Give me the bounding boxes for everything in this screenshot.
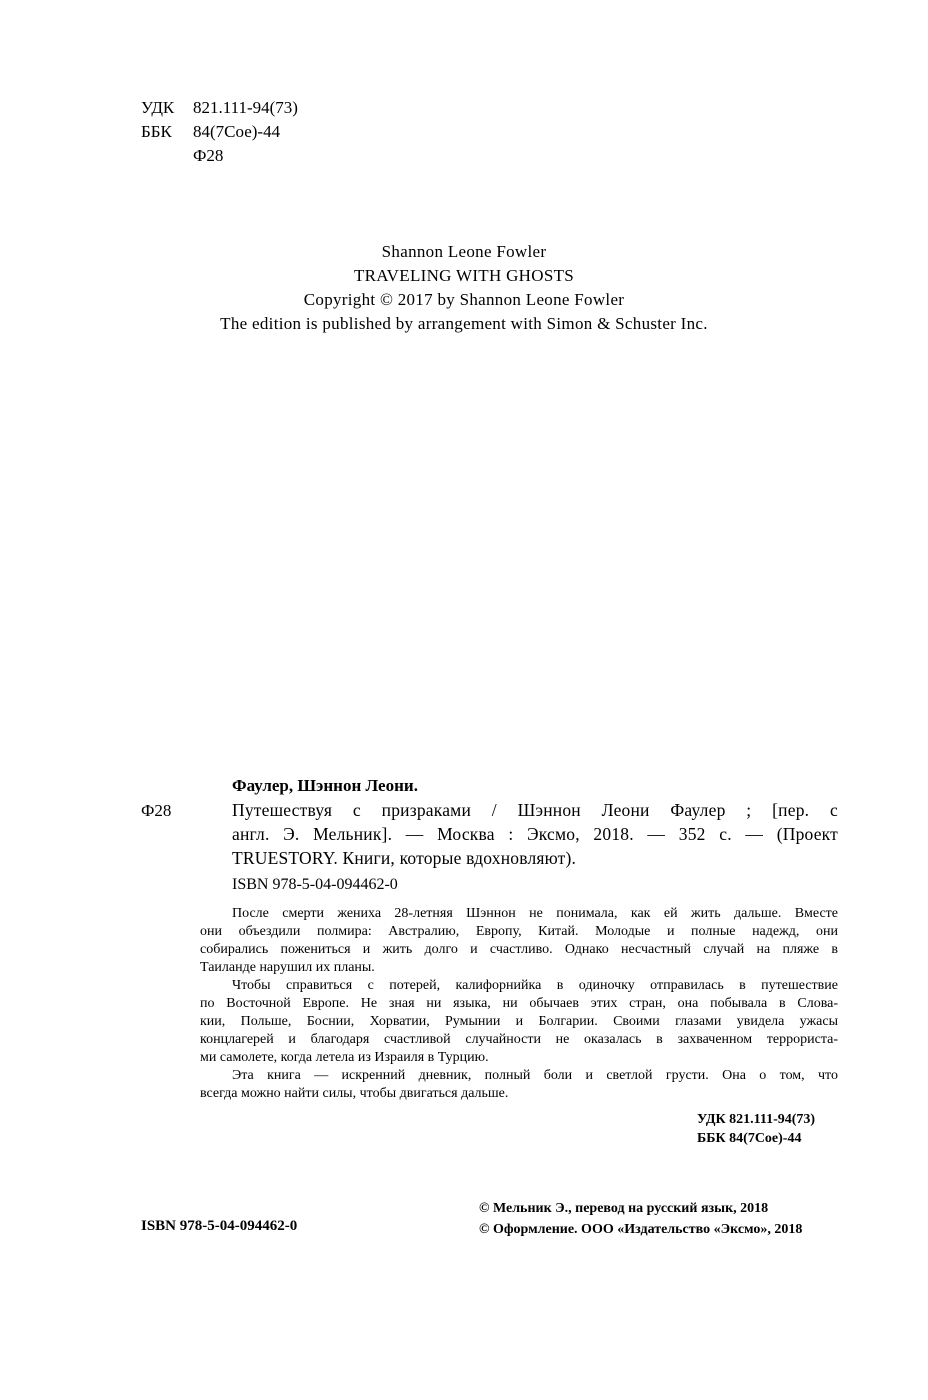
catalog-code: Ф28	[141, 801, 172, 820]
design-copyright: © Оформление. ООО «Издательство «Эксмо», 2018	[479, 1222, 803, 1237]
original-copyright: Copyright © 2017 by Shannon Leone Fowler	[303, 290, 625, 309]
bottom-udk: УДК 821.111-94(73)	[697, 1112, 816, 1127]
bbk-label: ББК	[141, 122, 172, 141]
bbk-value: 84(7Сое)-44	[193, 122, 281, 141]
original-title: TRAVELING WITH GHOSTS	[353, 266, 575, 285]
author-mark: Ф28	[193, 146, 224, 165]
translation-copyright: © Мельник Э., перевод на русский язык, 2018	[479, 1201, 769, 1216]
udk-label: УДК	[141, 98, 175, 117]
catalog-description-line: TRUESTORY. Книги, которые вдохновляют).	[232, 848, 577, 868]
catalog-description-line: англ. Э. Мельник]. — Москва : Эксмо, 2018. — 352 с. — (Проект	[232, 824, 838, 844]
annotation-line: по Восточной Европе. Не зная ни языка, ни обычаев этих стран, она побывала в Слова-	[200, 996, 838, 1011]
bbk-row	[141, 120, 298, 144]
catalog-author-heading: Фаулер, Шэннон Леони.	[232, 776, 418, 795]
annotation-line: они объездили полмира: Австралию, Европу, Китай. Молодые и полные надежд, они	[200, 924, 838, 939]
annotation-line: После смерти жениха 28-летняя Шэннон не понимала, как ей жить дальше. Вместе	[232, 906, 838, 921]
catalog-description	[232, 798, 838, 870]
bottom-classification-codes	[697, 1110, 815, 1148]
annotation-line: Чтобы справиться с потерей, калифорнийка в одиночку отправилась в путешествие	[232, 978, 838, 993]
catalog-isbn: ISBN 978-5-04-094462-0	[232, 876, 398, 893]
original-author: Shannon Leone Fowler	[381, 242, 547, 261]
annotation-line: кии, Польше, Боснии, Хорватии, Румынии и Болгарии. Своими глазами увидела ужасы	[200, 1014, 838, 1029]
udk-row	[141, 96, 298, 120]
annotation-line: Таиланде нарушил их планы.	[200, 960, 375, 975]
catalog-description-line: Путешествуя с призраками / Шэннон Леони Фаулер ; [пер. с	[232, 800, 838, 820]
annotation-line: всегда можно найти силы, чтобы двигаться дальше.	[200, 1086, 509, 1101]
annotation-line: собирались пожениться и жить долго и счастливо. Однако несчастный случай на пляже в	[200, 942, 838, 957]
top-classification-codes	[141, 96, 298, 168]
bottom-bbk: ББК 84(7Сое)-44	[697, 1131, 802, 1146]
annotation-line: концлагерей и благодаря счастливой случайности не оказалась в захваченном террориста-	[200, 1032, 838, 1047]
annotation-line: ми самолете, когда летела из Израиля в Турцию.	[200, 1050, 489, 1065]
copyright-notices	[479, 1198, 802, 1240]
bottom-isbn: ISBN 978-5-04-094462-0	[141, 1218, 298, 1234]
original-arrangement: The edition is published by arrangement with Simon & Schuster Inc.	[220, 314, 708, 333]
annotation	[200, 905, 838, 1103]
annotation-line: Эта книга — искренний дневник, полный боли и светлой грусти. Она о том, что	[232, 1068, 838, 1083]
udk-value: 821.111-94(73)	[193, 98, 298, 117]
original-edition-block	[0, 240, 928, 336]
